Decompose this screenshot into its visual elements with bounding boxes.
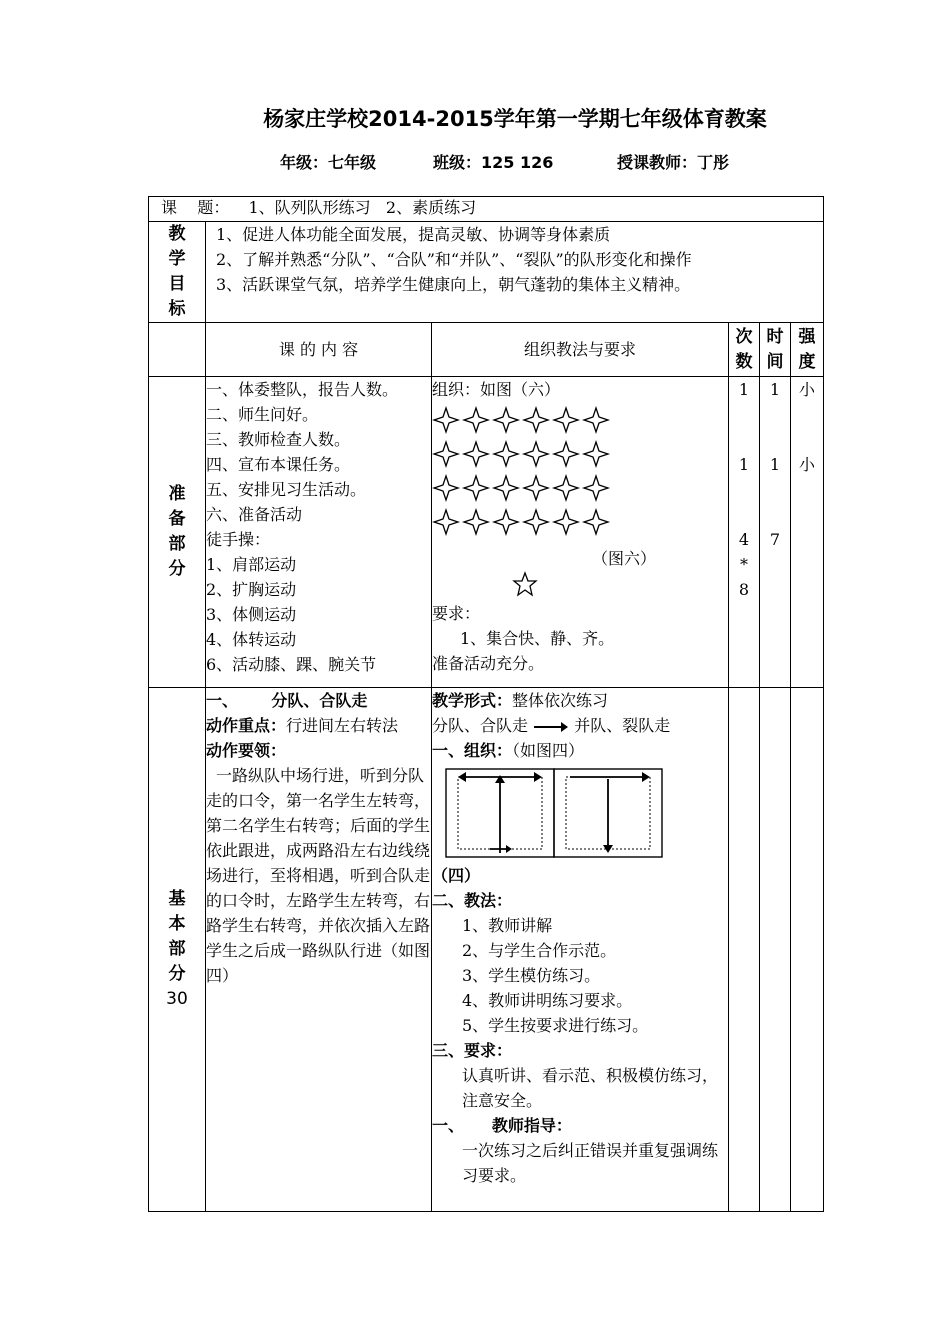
goal-item: 1、促进人体功能全面发展，提高灵敏、协调等身体素质 (216, 225, 611, 244)
header-method: 组织教法与要求 (432, 323, 729, 377)
focus-label: 动作重点： (206, 716, 287, 735)
prep-item: 五、安排见习生活动。 (206, 480, 367, 499)
guide-text: 一次练习之后纠正错误并重复强调练习要求。 (462, 1141, 719, 1185)
student-star-icon (584, 408, 608, 432)
basic-content (206, 688, 432, 1212)
student-star-icon (524, 408, 548, 432)
prep-item: 四、宣布本课任务。 (206, 455, 351, 474)
student-star-icon (434, 510, 458, 534)
teach-item: 1、教师讲解 (462, 916, 553, 935)
page-title: 杨家庄学校2014-2015学年第一学期七年级体育教案 (263, 107, 767, 131)
prep-count: 1 1 4 * 8 (729, 377, 760, 688)
student-star-icon (524, 442, 548, 466)
prep-item: 一、体委整队，报告人数。 (206, 380, 399, 399)
teach-item: 4、教师讲明练习要求。 (462, 991, 633, 1010)
form-label: 教学形式： (432, 691, 513, 710)
guide-label: 一、 教师指导： (432, 1116, 572, 1135)
goal-item: 2、了解并熟悉“分队”、“合队”和“并队”、“裂队”的队形变化和操作 (216, 250, 692, 269)
goal-item: 3、活跃课堂气氛，培养学生健康向上，朝气蓬勃的集体主义精神。 (216, 275, 691, 294)
student-star-icon (584, 476, 608, 500)
student-star-icon (554, 442, 578, 466)
prep-item: 6、活动膝、踝、腕关节 (206, 655, 377, 674)
student-star-icon (434, 408, 458, 432)
prep-content (206, 377, 432, 688)
prep-intensity: 小 小 (791, 377, 824, 688)
prep-item: 三、教师检查人数。 (206, 430, 351, 449)
prep-item: 1、肩部运动 (206, 555, 297, 574)
topic-text: 1、队列队形练习 2、素质练习 (248, 198, 477, 217)
arrow-right-icon (533, 720, 569, 734)
topic-row (149, 197, 824, 222)
student-star-icon (464, 442, 488, 466)
header-content: 课 的 内 容 (206, 323, 432, 377)
req-label: 三、要求： (432, 1041, 513, 1060)
student-star-icon (584, 510, 608, 534)
prep-org: 组织：如图（六） (432, 380, 561, 399)
basic-method (432, 688, 729, 1212)
goals-label: 教 学 目 标 (149, 222, 206, 323)
teacher-star-icon (432, 571, 728, 601)
prep-time: 1 1 7 (760, 377, 791, 688)
goals-row (149, 222, 824, 323)
figure-six-caption: （图六） (592, 549, 657, 568)
figure-four-diagram (432, 765, 728, 861)
column-header-row (149, 323, 824, 377)
lesson-plan-table (148, 196, 824, 1212)
prep-label: 准 备 部 分 (149, 377, 206, 688)
student-star-icon (584, 442, 608, 466)
teacher-label: 授课教师：丁彤 (617, 153, 730, 172)
basic-heading: 一、 分队、合队走 (206, 691, 368, 710)
prep-method (432, 377, 729, 688)
basic-label: 基 本 部 分 30 (149, 688, 206, 1212)
topic-label: 课 题： (161, 198, 230, 217)
student-star-icon (494, 442, 518, 466)
essentials-label: 动作要领： (206, 741, 287, 760)
teach-item: 2、与学生合作示范。 (462, 941, 617, 960)
student-star-icon (464, 408, 488, 432)
student-star-icon (464, 510, 488, 534)
flow-b: 并队、裂队走 (574, 716, 671, 735)
student-star-icon (434, 442, 458, 466)
form-text: 整体依次练习 (512, 691, 609, 710)
header-intensity: 强 度 (791, 323, 824, 377)
teach-item: 3、学生模仿练习。 (462, 966, 601, 985)
prep-req-1: 1、集合快、静、齐。 (460, 629, 615, 648)
student-star-icon (524, 510, 548, 534)
prep-req-label: 要求： (432, 604, 481, 623)
req-text: 认真听讲、看示范、积极模仿练习，注意安全。 (462, 1066, 719, 1110)
prep-item: 六、准备活动 (206, 505, 303, 524)
student-star-icon (554, 510, 578, 534)
prep-item: 4、体转运动 (206, 630, 297, 649)
teach-item: 5、学生按要求进行练习。 (462, 1016, 649, 1035)
header-count: 次 数 (729, 323, 760, 377)
prep-row (149, 377, 824, 688)
student-star-icon (434, 476, 458, 500)
essentials-text: 一路纵队中场行进，听到分队走的口令，第一名学生左转弯，第二名学生右转弯；后面的学生依此跟进，成两路沿左右边线绕场进行，至将相遇，听到合队走的口令时，左路学生左转弯，右路学生右转弯，并依次插入左路学生之后成一路纵队行进（如图四） (206, 766, 431, 985)
student-star-icon (464, 476, 488, 500)
header-time: 时 间 (760, 323, 791, 377)
student-star-icon (494, 476, 518, 500)
teach-label: 二、教法： (432, 891, 513, 910)
basic-row (149, 688, 824, 1212)
grade-label: 年级：七年级 (280, 153, 377, 172)
formation-diagram (432, 404, 728, 544)
flow-a: 分队、合队走 (432, 716, 529, 735)
student-star-icon (494, 408, 518, 432)
prep-item: 徒手操： (206, 530, 271, 549)
student-star-icon (554, 476, 578, 500)
prep-item: 3、体侧运动 (206, 605, 297, 624)
org-label: 一、组织： (432, 741, 513, 760)
prep-item: 2、扩胸运动 (206, 580, 297, 599)
org-text: （如图四） (512, 741, 585, 760)
class-label: 班级：125 126 (433, 153, 554, 172)
prep-item: 二、师生问好。 (206, 405, 319, 424)
prep-req-2: 准备活动充分。 (432, 654, 545, 673)
student-star-icon (524, 476, 548, 500)
focus-text: 行进间左右转法 (286, 716, 399, 735)
student-star-icon (554, 408, 578, 432)
student-star-icon (494, 510, 518, 534)
figure-four-caption: （四） (432, 866, 481, 885)
